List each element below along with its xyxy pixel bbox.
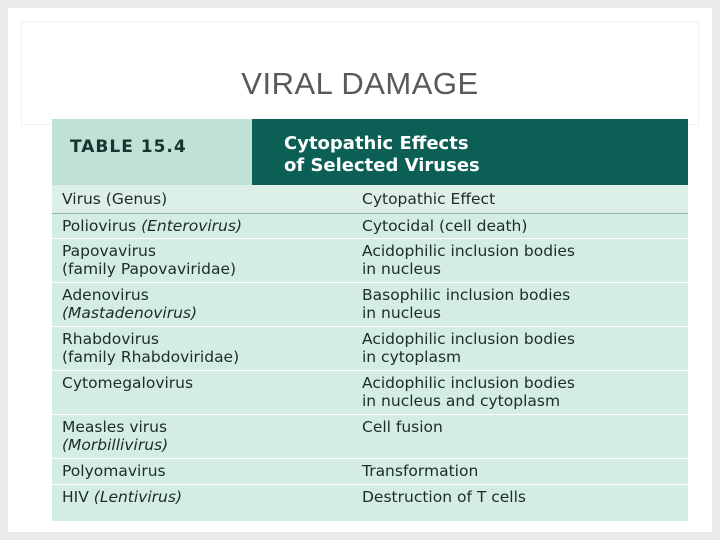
virus-cell: Adenovirus (Mastadenovirus) [62, 286, 198, 322]
virus-cell: Rhabdovirus (family Rhabdoviridae) [62, 330, 240, 366]
column-header-row [52, 185, 688, 214]
effect-cell: Acidophilic inclusion bodies in nucleus [362, 242, 575, 278]
effect-cell: Acidophilic inclusion bodies in cytoplasm [362, 330, 575, 366]
effect-cell: Transformation [362, 462, 479, 480]
table-caption [284, 133, 664, 177]
cytopathic-effects-table [52, 119, 688, 521]
virus-cell: Measles virus (Morbillivirus) [62, 418, 169, 454]
virus-cell: Poliovirus (Enterovirus) [62, 217, 242, 235]
virus-cell: HIV (Lentivirus) [62, 488, 182, 506]
table-caption-line1: Cytopathic Effects [284, 133, 469, 154]
effect-cell: Destruction of T cells [362, 488, 526, 506]
table-row [52, 415, 688, 459]
effect-cell: Basophilic inclusion bodies in nucleus [362, 286, 571, 322]
virus-cell: Papovavirus (family Papovaviridae) [62, 242, 237, 278]
effect-cell: Acidophilic inclusion bodies in nucleus and cytoplasm [362, 374, 575, 410]
table-row [52, 214, 688, 239]
column-header-virus: Virus (Genus) [62, 190, 168, 208]
table-header-band [52, 119, 688, 185]
table-row [52, 459, 688, 485]
table-caption-line2: of Selected Viruses [284, 155, 480, 176]
effect-cell: Cell fusion [362, 418, 443, 436]
slide-title: VIRAL DAMAGE [241, 66, 479, 101]
table-row [52, 371, 688, 415]
table-row [52, 283, 688, 327]
virus-cell: Cytomegalovirus [62, 374, 194, 392]
table-number: TABLE 15.4 [70, 137, 187, 157]
column-header-effect: Cytopathic Effect [362, 190, 496, 208]
table-row [52, 327, 688, 371]
title-placeholder [22, 22, 698, 124]
table-number-tag [52, 119, 252, 185]
table-row [52, 485, 688, 515]
table-row [52, 239, 688, 283]
virus-cell: Polyomavirus [62, 462, 166, 480]
effect-cell: Cytocidal (cell death) [362, 217, 528, 235]
